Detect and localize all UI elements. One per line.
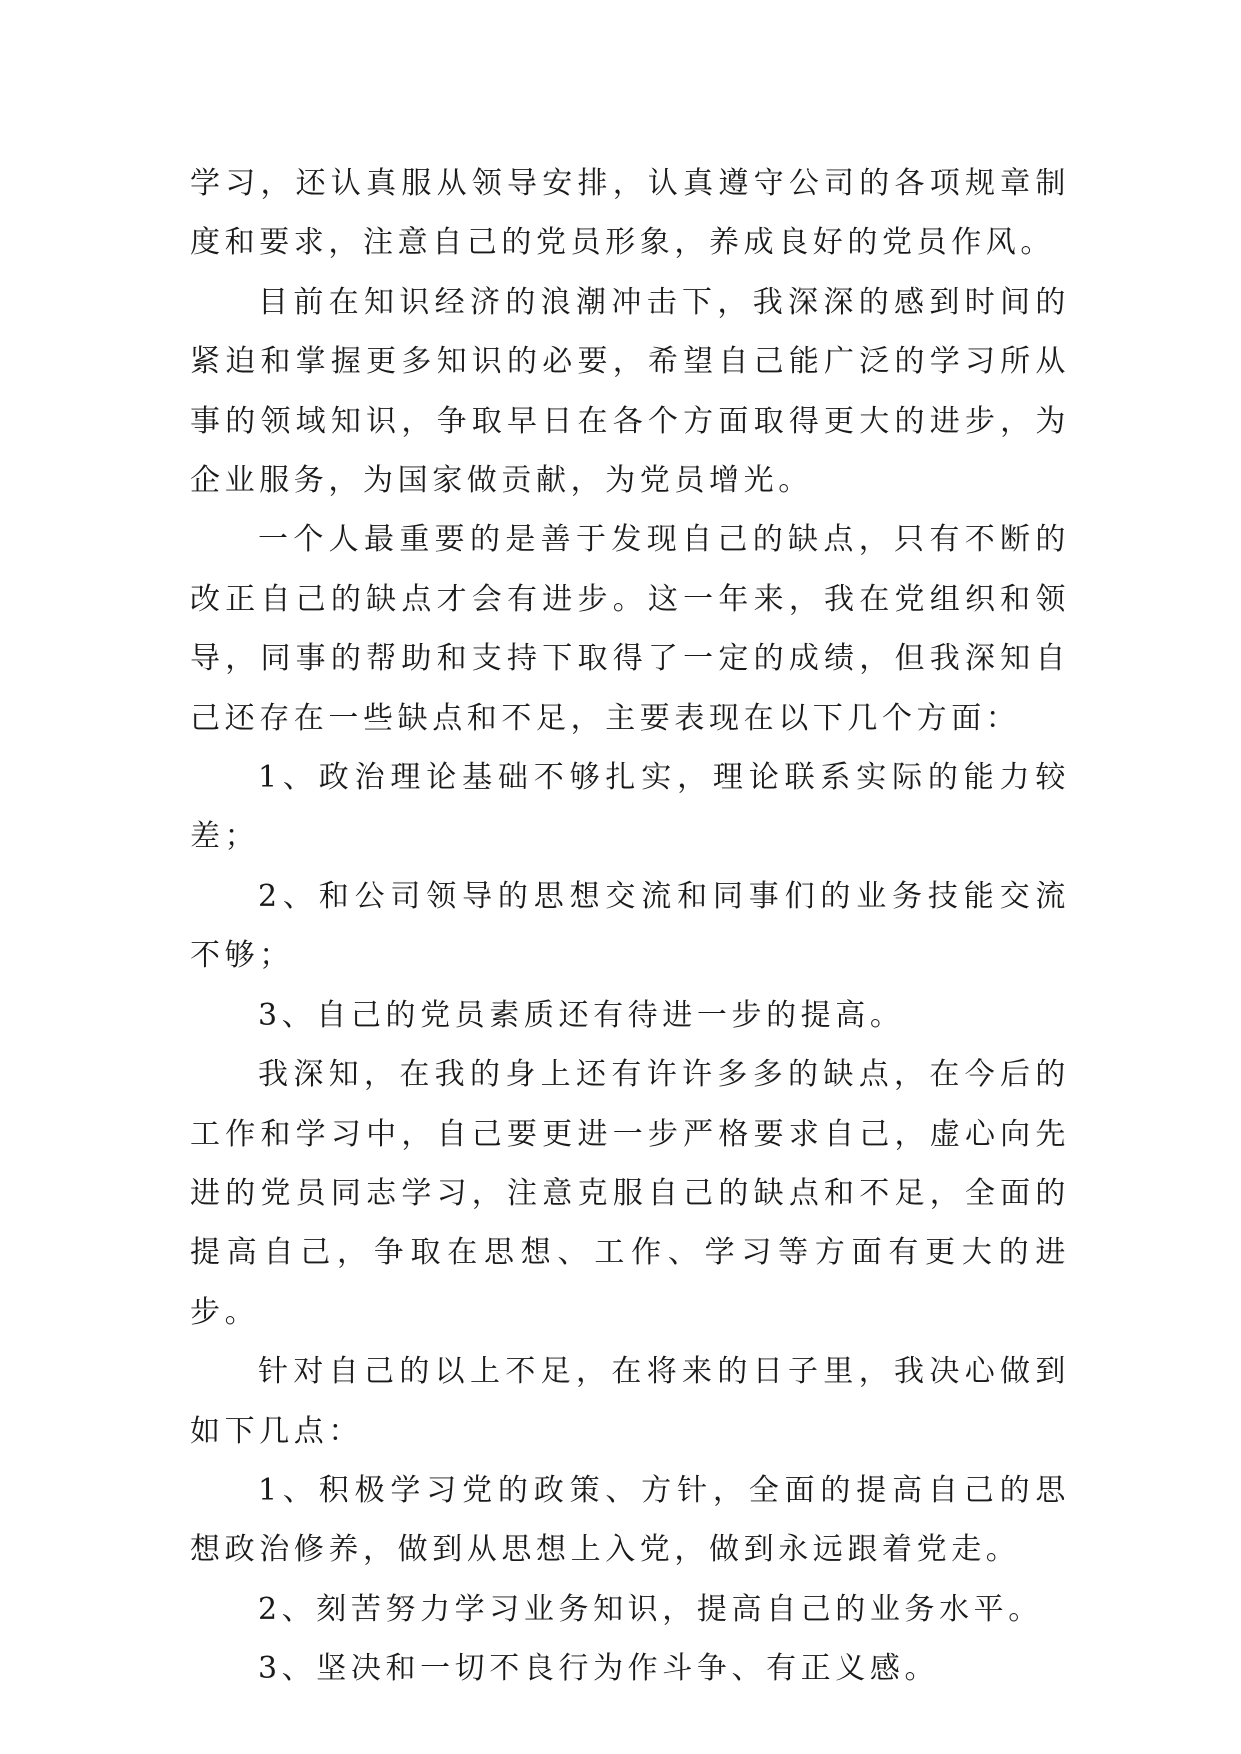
list-item-shortcoming-1: 1、政治理论基础不够扎实，理论联系实际的能力较差； — [190, 760, 1070, 855]
list-item-resolution-3: 3、坚决和一切不良行为作斗争、有正义感。 — [258, 1651, 940, 1687]
paragraph-knowledge-economy: 目前在知识经济的浪潮冲击下，我深深的感到时间的紧迫和掌握更多知识的必要，希望自己能广泛的学习所从事的领域知识，争取早日在各个方面取得更大的进步，为企业服务，为国家做贡献，为党员增光。 — [190, 284, 1070, 499]
paragraph-continuation: 学习，还认真服从领导安排，认真遵守公司的各项规章制度和要求，注意自己的党员形象，养成良好的党员作风。 — [190, 166, 1070, 261]
document-body — [190, 154, 1070, 1699]
paragraph-resolutions-intro: 针对自己的以上不足，在将来的日子里，我决心做到如下几点： — [190, 1354, 1070, 1449]
list-item-resolution-2: 2、刻苦努力学习业务知识，提高自己的业务水平。 — [258, 1591, 1043, 1627]
list-item-shortcoming-3: 3、自己的党员素质还有待进一步的提高。 — [258, 997, 905, 1033]
paragraph-self-improvement: 我深知，在我的身上还有许许多多的缺点，在今后的工作和学习中，自己要更进一步严格要求自己，虚心向先进的党员同志学习，注意克服自己的缺点和不足，全面的提高自己，争取在思想、工作、学习等方面有更大的进步。 — [190, 1057, 1070, 1330]
paragraph-shortcomings: 一个人最重要的是善于发现自己的缺点，只有不断的改正自己的缺点才会有进步。这一年来，我在党组织和领导，同事的帮助和支持下取得了一定的成绩，但我深知自己还存在一些缺点和不足，主要表现在以下几个方面： — [190, 522, 1070, 736]
list-item-shortcoming-2: 2、和公司领导的思想交流和同事们的业务技能交流不够； — [190, 878, 1070, 974]
list-item-resolution-1: 1、积极学习党的政策、方针，全面的提高自己的思想政治修养，做到从思想上入党，做到永远跟着党走。 — [190, 1472, 1070, 1568]
